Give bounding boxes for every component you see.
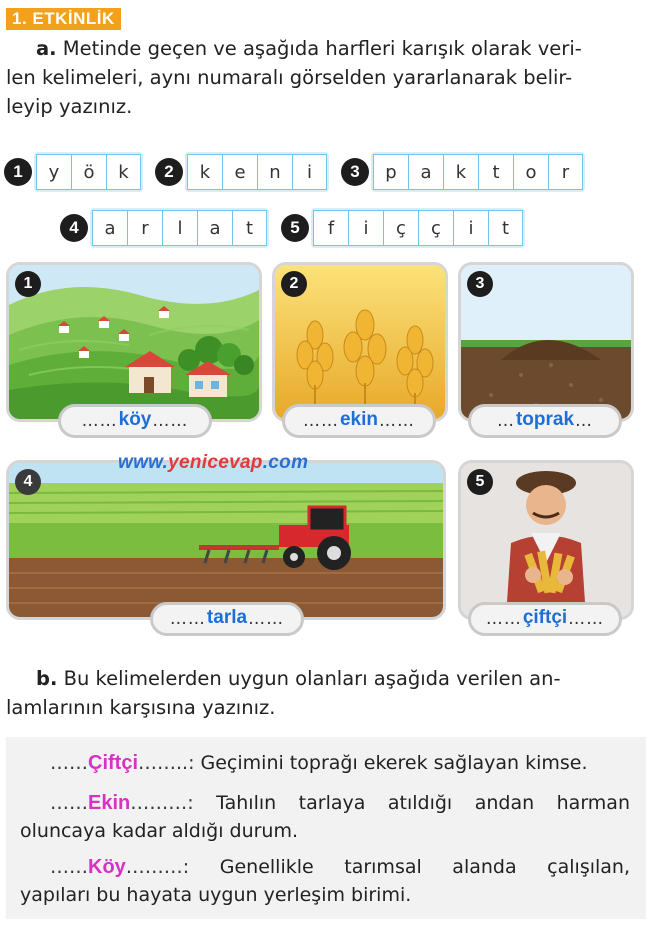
definition-blank: ………:: [125, 856, 190, 878]
scrambled-word-5: [313, 210, 523, 246]
definition-2: [20, 789, 630, 817]
answer-word-3: toprak: [515, 409, 575, 430]
part-a-label: a.: [36, 37, 57, 60]
answer-pill-3: [468, 404, 622, 438]
picture-card-5: [458, 460, 634, 620]
village-landscape-image: [9, 265, 259, 419]
definition-text-3: Genellikle tarımsal alanda çalışılan,: [189, 856, 630, 878]
scrambled-word-2: [187, 154, 327, 190]
letter-box: t: [232, 210, 267, 246]
scrambled-row-1: [4, 154, 583, 190]
letter-box: t: [488, 210, 523, 246]
watermark: [118, 452, 308, 474]
part-a-line2: len kelimeleri, aynı numaralı görselden yararlanarak belir-: [6, 66, 573, 89]
definition-blank: ……: [50, 752, 88, 774]
definition-answer-1: Çiftçi: [88, 752, 138, 774]
part-b-line2: lamlarının karşısına yazınız.: [6, 696, 276, 719]
letter-box: r: [127, 210, 162, 246]
scrambled-number-4: 4: [60, 214, 88, 242]
picture-number-5: 5: [467, 469, 493, 495]
scrambled-number-1: 1: [4, 158, 32, 186]
letter-box: a: [408, 154, 443, 190]
watermark-part1: www.: [118, 452, 169, 473]
letter-box: k: [106, 154, 141, 190]
definition-blank: ……..:: [138, 752, 195, 774]
answer-dots: ……: [485, 609, 522, 629]
letter-box: ç: [418, 210, 453, 246]
definition-text-2: Tahılın tarlaya atıldığı andan harman: [193, 792, 630, 814]
letter-box: r: [548, 154, 583, 190]
letter-box: e: [222, 154, 257, 190]
scrambled-number-5: 5: [281, 214, 309, 242]
scrambled-number-2: 2: [155, 158, 183, 186]
definitions-box: [6, 737, 646, 919]
answer-dots: ……: [379, 411, 416, 431]
definition-blank: ……: [50, 856, 88, 878]
letter-box: i: [453, 210, 488, 246]
part-a-instruction: [6, 34, 642, 121]
picture-card-4: [6, 460, 446, 620]
definition-text-1: Geçimini toprağı ekerek sağlayan kimse.: [194, 752, 588, 774]
letter-box: t: [478, 154, 513, 190]
letter-box: ö: [71, 154, 106, 190]
letter-box: i: [292, 154, 327, 190]
tractor-field-image: [9, 463, 443, 617]
answer-word-5: çiftçi: [522, 607, 568, 628]
letter-box: o: [513, 154, 548, 190]
letter-box: l: [162, 210, 197, 246]
scrambled-number-3: 3: [341, 158, 369, 186]
picture-number-2: 2: [281, 271, 307, 297]
letter-box: a: [92, 210, 127, 246]
picture-number-3: 3: [467, 271, 493, 297]
answer-dots: ……: [81, 411, 118, 431]
picture-number-4: 4: [15, 469, 41, 495]
letter-box: a: [197, 210, 232, 246]
answer-word-4: tarla: [206, 607, 248, 628]
answer-dots: ……: [169, 609, 206, 629]
watermark-part3: .com: [262, 452, 309, 473]
definition-2-cont: oluncaya kadar aldığı durum.: [20, 820, 299, 842]
answer-pill-1: [58, 404, 212, 438]
definition-blank: ………:: [130, 792, 194, 814]
part-a-line1: Metinde geçen ve aşağıda harfleri karışık olarak veri-: [62, 37, 582, 60]
letter-box: p: [373, 154, 408, 190]
scrambled-word-1: [36, 154, 141, 190]
picture-card-3: [458, 262, 634, 422]
definition-1: [20, 749, 630, 777]
definition-3: [20, 853, 630, 881]
answer-dots: ……: [302, 411, 339, 431]
activity-title: 1. ETKİNLİK: [6, 8, 121, 30]
answer-dots: ……: [568, 609, 605, 629]
part-b-instruction: [6, 664, 642, 722]
answer-dots: …: [496, 411, 515, 431]
watermark-part2: yenicevap: [168, 452, 263, 473]
definition-3-cont: yapıları bu hayata uygun yerleşim birimi.: [20, 884, 412, 906]
part-b-label: b.: [36, 667, 58, 690]
answer-word-2: ekin: [339, 409, 379, 430]
picture-number-1: 1: [15, 271, 41, 297]
letter-box: ç: [383, 210, 418, 246]
scrambled-word-3: [373, 154, 583, 190]
letter-box: k: [443, 154, 478, 190]
letter-box: i: [348, 210, 383, 246]
answer-dots: ……: [152, 411, 189, 431]
answer-pill-2: [282, 404, 436, 438]
picture-card-2: [272, 262, 448, 422]
letter-box: k: [187, 154, 222, 190]
answer-pill-4: [150, 602, 304, 636]
answer-pill-5: [468, 602, 622, 636]
part-b-line1: Bu kelimelerden uygun olanları aşağıda verilen an-: [63, 667, 561, 690]
letter-box: n: [257, 154, 292, 190]
scrambled-word-4: [92, 210, 267, 246]
part-a-line3: leyip yazınız.: [6, 95, 133, 118]
picture-card-1: [6, 262, 262, 422]
answer-word-1: köy: [118, 409, 152, 430]
letter-box: f: [313, 210, 348, 246]
definition-blank: ……: [50, 792, 88, 814]
letter-box: y: [36, 154, 71, 190]
definition-answer-2: Ekin: [88, 792, 131, 814]
answer-dots: …: [575, 411, 594, 431]
definition-answer-3: Köy: [88, 856, 126, 878]
answer-dots: ……: [248, 609, 285, 629]
scrambled-row-2: [60, 210, 523, 246]
